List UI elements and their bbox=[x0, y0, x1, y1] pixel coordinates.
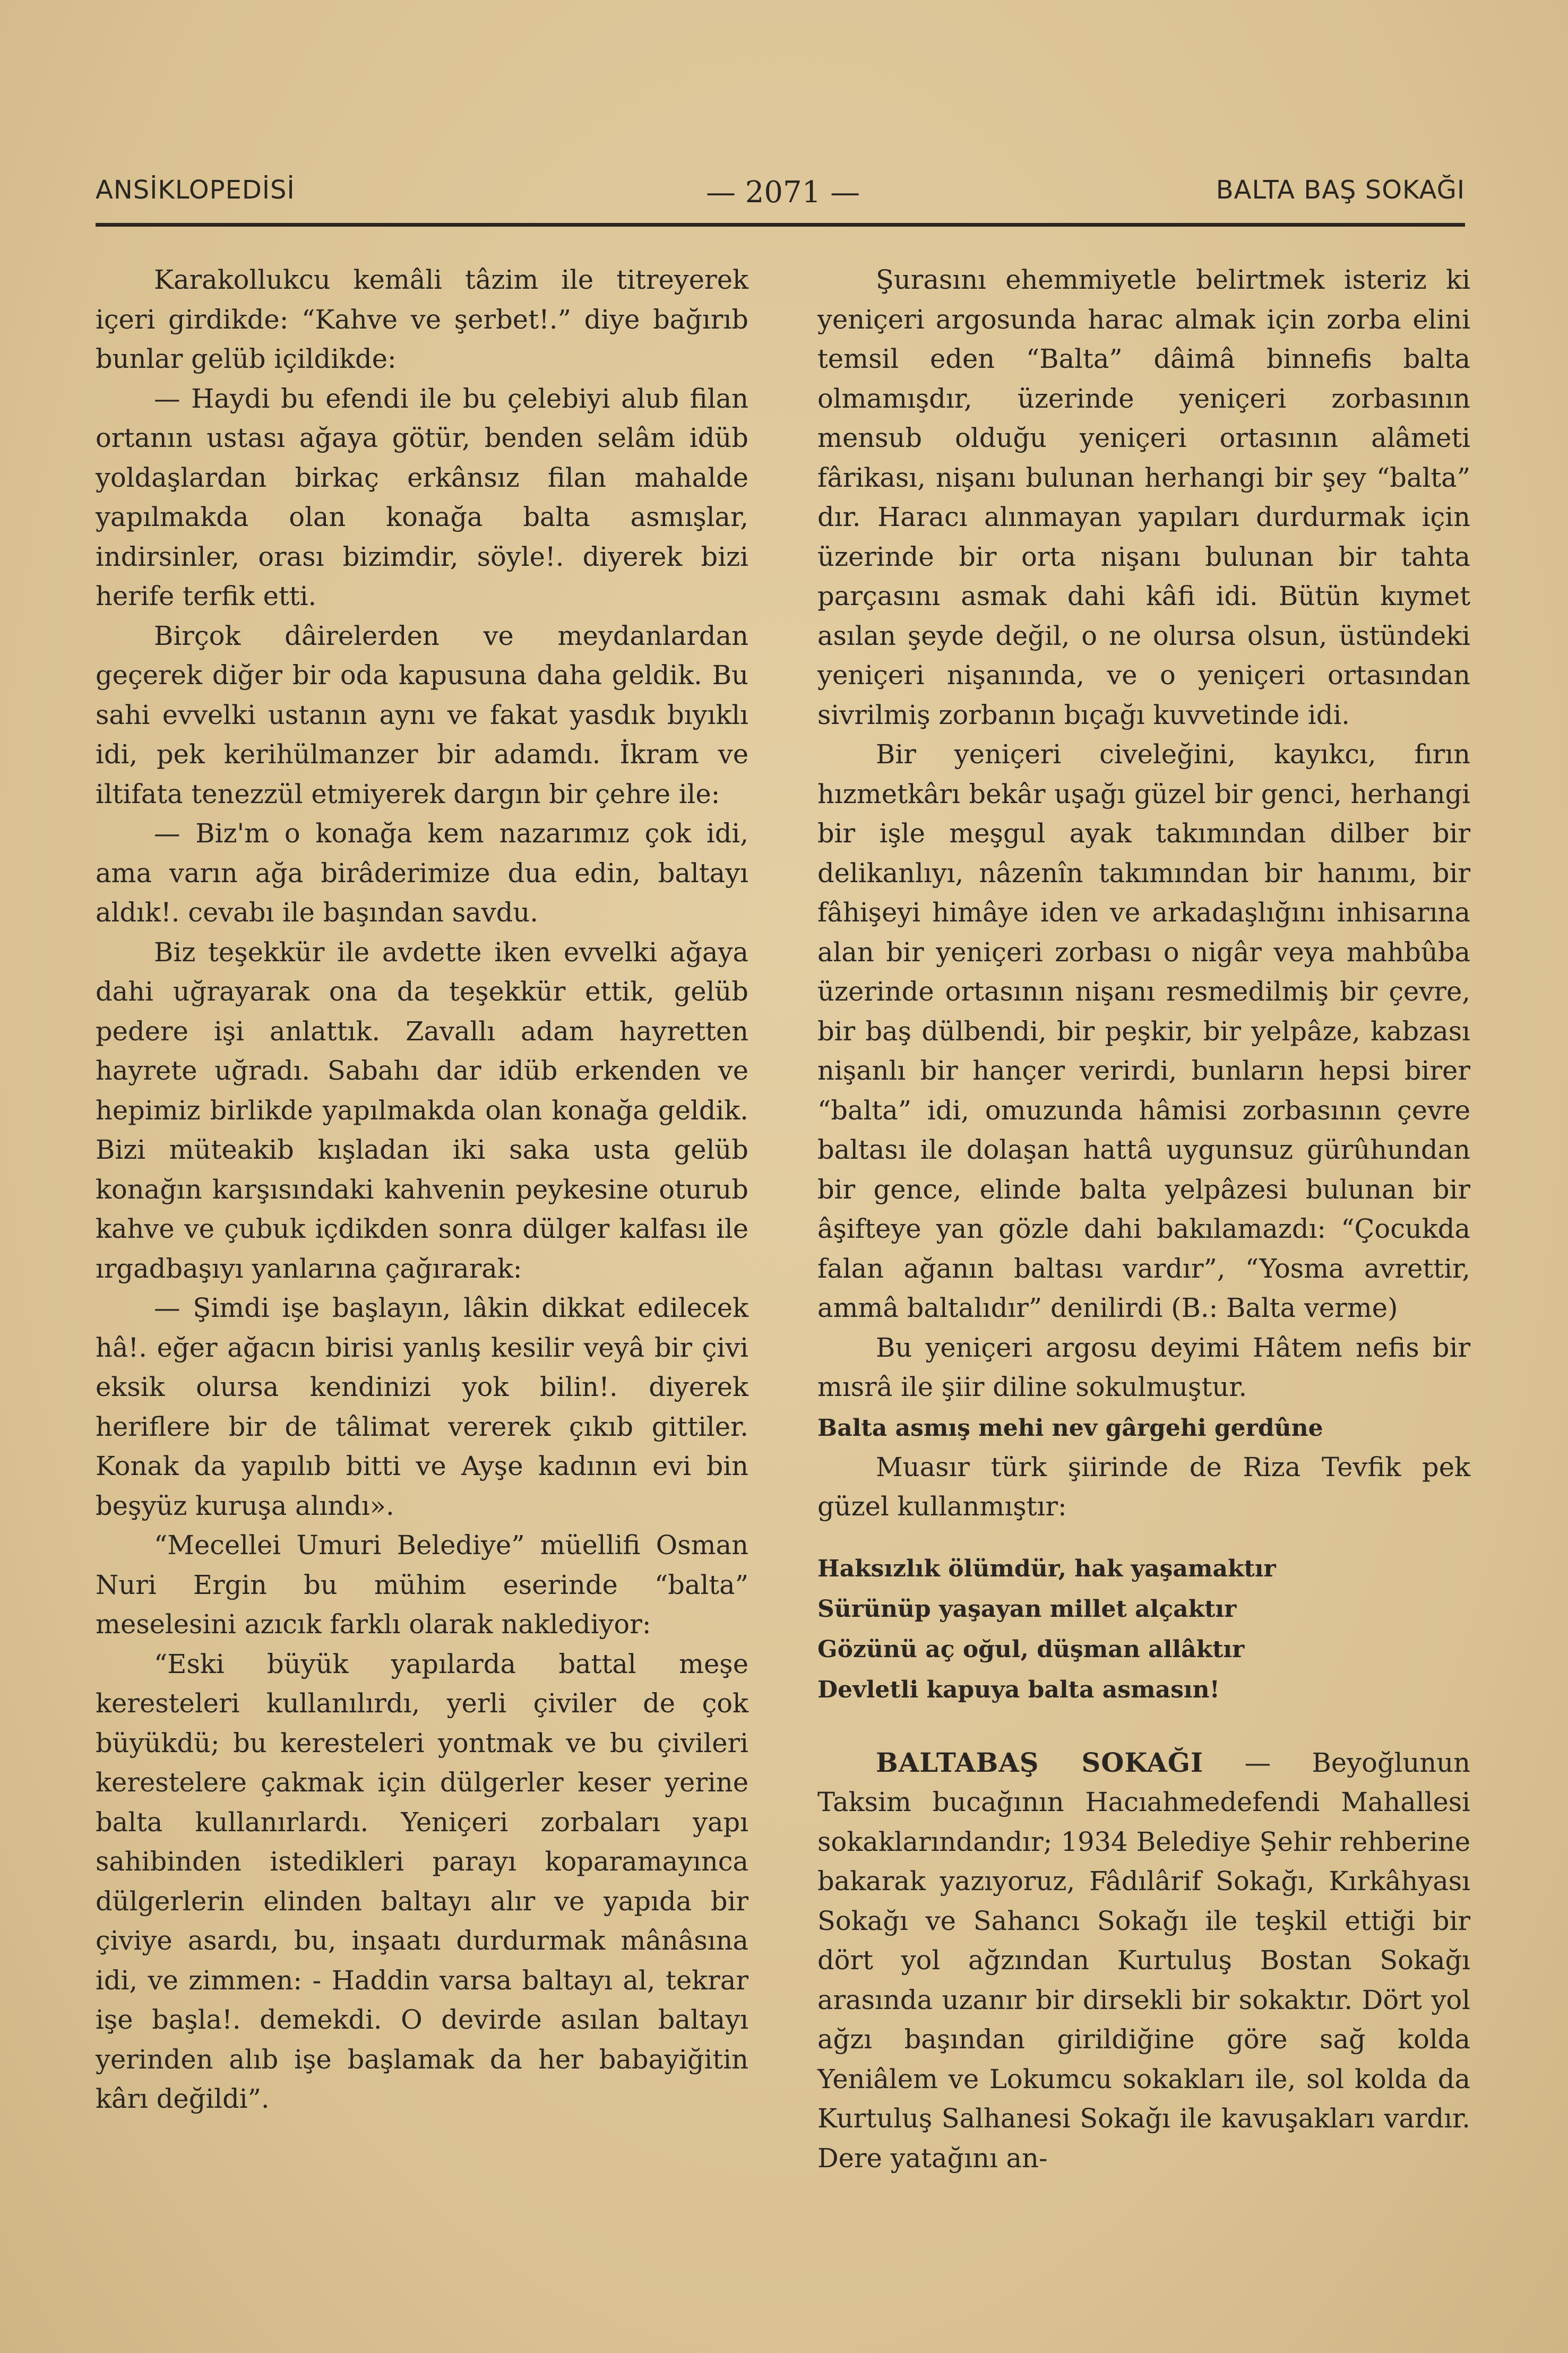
paragraph: Bu yeniçeri argosu deyimi Hâtem nefis bir mısrâ ile şiir diline sokulmuştur. bbox=[817, 1332, 1470, 1402]
paragraph: “Eski büyük yapılarda battal meşe keresteleri kullanılırdı, yerli çiviler de çok büyükdü; bu keresteleri yontmak ve bu çivileri kerestelere çakmak için dülgerler keser yerine balta kullanırlardı. Yeniçeri zorbaları yapı sahibinden istedikleri parayı koparamayınca dülgerlerin elinden baltayı alır ve yapıda bir çiviye asardı, bu, inşaatı durdurmak mânâsına idi, ve zimmen: - Haddin varsa baltayı al, tekrar işe başla!. demekdi. O devirde asılan baltayı yerinden alıb işe başlamak da her babayiğitin kârı değildi”. bbox=[96, 1648, 748, 2114]
paragraph: Karakollukcu kemâli tâzim ile titreyerek içeri girdikde: “Kahve ve şerbet!.” diye bağırıb bunlar gelüb içildikde: bbox=[96, 264, 748, 374]
poem-line: Haksızlık ölümdür, hak yaşamaktır bbox=[817, 1555, 1276, 1582]
paragraph: — Biz'm o konağa kem nazarımız çok idi, ama varın ağa birâderimize dua edin, baltayı aldık!. cevabı ile başından savdu. bbox=[96, 818, 748, 928]
poem-line: Devletli kapuya balta asmasın! bbox=[817, 1676, 1220, 1703]
entry-text: — Beyoğlunun Taksim bucağının Hacıahmedefendi Mahallesi sokaklarındandır; 1934 Belediye Şehir rehberine bakarak yazıyoruz, Fâdılârif Sokağı, Kırkâhyası Sokağı ve Sahancı Sokağı ile teşkil ettiği bir dört yol ağzından Kurtuluş Bostan Sokağı arasında uzanır bir dirsekli bir sokaktır. Dört yol ağzı başından girildiğine göre sağ kolda Yeniâlem ve Lokumcu sokakları ile, sol kolda da Kurtuluş Salhanesi Sokağı ile kavuşakları vardır. Dere yatağını an- bbox=[817, 1747, 1470, 2174]
paragraph: “Mecellei Umuri Belediye” müellifi Osman Nuri Ergin bu mühim eserinde “balta” meselesini azıcık farklı olarak naklediyor: bbox=[96, 1530, 748, 1640]
entry-headword: BALTABAŞ SOKAĞI bbox=[876, 1747, 1204, 1778]
paragraph: Şurasını ehemmiyetle belirtmek isteriz ki yeniçeri argosunda harac almak için zorba elini temsil eden “Balta” dâimâ binnefis balta olmamışdır, üzerinde yeniçeri zorbasının mensub olduğu yeniçeri ortasının alâmeti fârikası, nişanı bulunan herhangi bir şey “balta” dır. Haracı alınmayan yapıları durdurmak için üzerinde bir orta nişanı bulunan bir tahta parçasını asmak dahi kâfi idi. Bütün kıymet asılan şeyde değil, o ne olursa olsun, üstündeki yeniçeri nişanında, ve o yeniçeri ortasından sivrilmiş zorbanın bıçağı kuvvetinde idi. bbox=[817, 264, 1470, 730]
poem bbox=[817, 1549, 1470, 1710]
poem-line: Sürünüp yaşayan millet alçaktır bbox=[817, 1595, 1237, 1623]
paragraph: Muasır türk şiirinde de Riza Tevfik pek güzel kullanmıştır: bbox=[817, 1451, 1470, 1522]
right-column bbox=[817, 260, 1470, 2178]
header-rule bbox=[96, 223, 1465, 227]
header-right-title: BALTA BAŞ SOKAĞI bbox=[1216, 175, 1465, 205]
header-left-title: ANSİKLOPEDİSİ bbox=[96, 175, 295, 205]
encyclopedia-entry bbox=[817, 1743, 1470, 2178]
verse-quote: Balta asmış mehi nev gârgehi gerdûne bbox=[817, 1414, 1323, 1442]
paragraph: — Haydi bu efendi ile bu çelebiyi alub filan ortanın ustası ağaya götür, benden selâm idüb yoldaşlardan birkaç erkânsız filan mahalde yapılmakda olan konağa balta asmışlar, indirsinler, orası bizimdir, söyle!. diyerek bizi herife terfik etti. bbox=[96, 383, 748, 611]
paragraph: Biz teşekkür ile avdette iken evvelki ağaya dahi uğrayarak ona da teşekkür ettik, gelüb pedere işi anlattık. Zavallı adam hayretten hayrete uğradı. Sabahı dar idüb erkenden ve hepimiz birlikde yapılmakda olan konağa geldik. Bizi müteakib kışladan iki saka usta gelüb konağın karşısındaki kahvenin peykesine oturub kahve ve çubuk içdikden sonra dülger kalfası ile ırgadbaşıyı yanlarına çağırarak: bbox=[96, 936, 748, 1284]
paragraph: Bir yeniçeri civeleğini, kayıkcı, fırın hızmetkârı bekâr uşağı güzel bir genci, herhangi bir işle meşgul ayak takımından dilber bir delikanlıyı, nâzenîn takımından bir hanımı, bir fâhişeyi himâye iden ve arkadaşlığını inhisarına alan bir yeniçeri zorbası o nigâr veya mahbûba üzerinde ortasının nişanı resmedilmiş bir çevre, bir baş dülbendi, bir peşkir, bir yelpâze, kabzası nişanlı bir hançer verirdi, bunların hepsi birer “balta” idi, omuzunda hâmisi zorbasının çevre baltası ile dolaşan hattâ uygunsuz gürûhundan bir gence, elinde balta yelpâzesi bulunan bir âşifteye yan gözle dahi bakılamazdı: “Çocukda falan ağanın baltası vardır”, “Yosma avrettir, ammâ baltalıdır” denilirdi (B.: Balta verme) bbox=[817, 739, 1470, 1323]
poem-line: Gözünü aç oğul, düşman allâktır bbox=[817, 1635, 1245, 1663]
paragraph: — Şimdi işe başlayın, lâkin dikkat edilecek hâ!. eğer ağacın birisi yanlış kesilir veyâ bir çivi eksik olursa kendinizi yok bilin!. diyerek heriflere bir de tâlimat vererek çıkıb gittiler. Konak da yapılıb bitti ve Ayşe kadının evi bin beşyüz kuruşa alındı». bbox=[96, 1292, 748, 1521]
running-header bbox=[96, 175, 1465, 218]
page-number: — 2071 — bbox=[706, 175, 860, 210]
left-column bbox=[96, 260, 748, 2119]
paragraph: Birçok dâirelerden ve meydanlardan geçerek diğer bir oda kapusuna daha geldik. Bu sahi evvelki ustanın aynı ve fakat yasdık bıyıklı idi, pek kerihülmanzer bir adamdı. İkram ve iltifata tenezzül etmiyerek dargın bir çehre ile: bbox=[96, 620, 748, 809]
